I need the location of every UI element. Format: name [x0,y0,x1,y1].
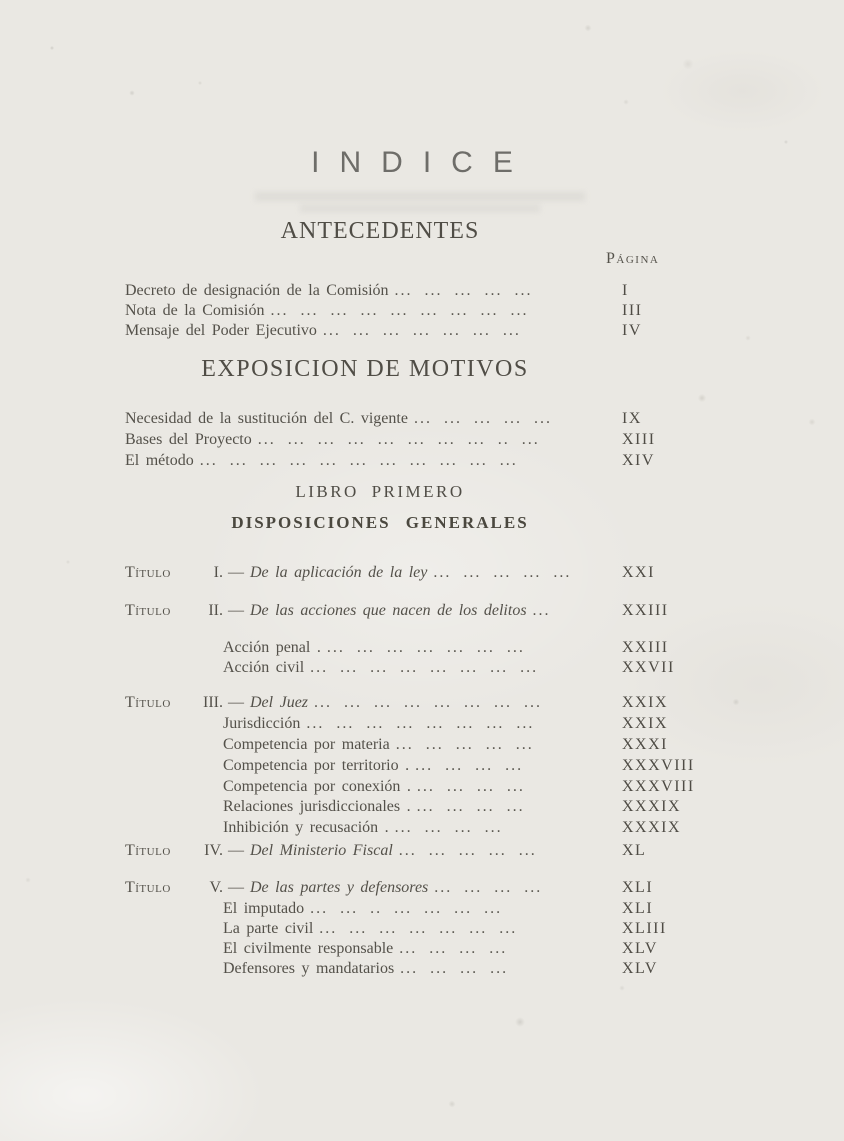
toc-entry [125,281,731,301]
toc-page-number: XXXI [622,736,668,753]
toc-sub-entry [125,735,829,755]
toc-leader-dots: ... ... ... ... ... ... ... ... ... ... ... [199,452,518,469]
titulo-dash: — [228,842,244,859]
titulo-title: De las acciones que nacen de los delitos [250,602,527,619]
titulo-row [125,563,731,583]
titulo-row [125,841,731,861]
toc-page-number: XXI [622,564,655,581]
toc-sub-entry [125,658,829,678]
toc-leader-dots: ... [532,602,551,619]
titulo-title: Del Juez [250,694,309,711]
titulo-dash: — [228,602,244,619]
titulo-dash: — [228,564,244,581]
toc-sub-entry [125,939,829,959]
toc-page-number: XLV [622,940,658,957]
toc-page-number: XXXIX [622,819,682,836]
titulo-numeral: IV. [204,842,223,859]
toc-entry-label: Bases del Proyecto [125,431,252,448]
toc-sub-entry [125,714,829,734]
toc-entry-label: Defensores y mandatarios [223,960,395,977]
toc-leader-dots: ... ... ... ... [434,879,543,896]
toc-entry-label: Jurisdicción [223,715,301,732]
toc-page-number: XIV [622,452,655,469]
toc-leader-dots: ... ... ... ... [416,798,525,815]
toc-page-number: XLI [622,900,654,917]
toc-page-number: XXXVIII [622,757,695,774]
toc-entry-label: Competencia por territorio . [223,757,410,774]
bleedthrough-smudge [300,205,540,212]
titulo-prefix: Título [125,564,171,581]
toc-sub-entry [125,756,829,776]
toc-entry [125,409,731,429]
toc-page-number: XLI [622,879,654,896]
toc-page-number: XXXIX [622,798,682,815]
titulo-prefix: Título [125,602,171,619]
toc-leader-dots: ... ... ... ... ... ... ... ... .. ... [257,431,540,448]
titulo-numeral: II. [208,602,223,619]
toc-entry-label: La parte civil [223,920,314,937]
libro-primero-heading: LIBRO PRIMERO [295,482,465,501]
toc-entry-label: Mensaje del Poder Ejecutivo [125,322,317,339]
titulo-title: De la aplicación de la ley [250,564,428,581]
titulo-title: De las partes y defensores [250,879,429,896]
toc-entry [125,430,731,450]
toc-entry-label: Relaciones jurisdiccionales . [223,798,411,815]
toc-leader-dots: ... ... ... ... [400,960,509,977]
toc-leader-dots: ... ... ... ... ... [413,410,552,427]
toc-page-number: XXVII [622,659,675,676]
titulo-prefix: Título [125,879,171,896]
toc-entry-label: Inhibición y recusación . [223,819,389,836]
toc-page-number: XIII [622,431,656,448]
toc-entry-label: Acción civil [223,659,305,676]
toc-leader-dots: ... ... ... ... ... ... ... ... [310,659,539,676]
toc-page-number: IV [622,322,642,339]
toc-sub-entry [125,899,829,919]
titulo-title: Del Ministerio Fiscal [250,842,393,859]
toc-entry-label: El método [125,452,194,469]
toc-entry [125,451,731,471]
toc-leader-dots: ... ... ... ... ... [394,282,533,299]
toc-page-number: XXIII [622,639,669,656]
toc-entry-label: Acción penal . [223,639,321,656]
toc-entry [125,301,731,321]
toc-entry-label: El civilmente responsable [223,940,394,957]
titulo-numeral: I. [213,564,223,581]
toc-leader-dots: ... ... ... ... ... [398,842,537,859]
toc-leader-dots: ... ... ... ... [416,778,525,795]
exposicion-heading: EXPOSICION DE MOTIVOS [201,356,529,382]
toc-leader-dots: ... ... ... ... [394,819,503,836]
titulo-numeral: III. [203,694,223,711]
toc-leader-dots: ... ... ... ... [399,940,508,957]
toc-leader-dots: ... ... ... ... ... ... ... [319,920,518,937]
titulo-prefix: Título [125,842,171,859]
toc-page-number: IX [622,410,642,427]
toc-page-number: XL [622,842,647,859]
disposiciones-generales-heading: DISPOSICIONES GENERALES [231,513,529,532]
bleedthrough-smudge [255,192,585,201]
toc-page-number: XLV [622,960,658,977]
toc-entry-label: El imputado [223,900,305,917]
antecedentes-heading: ANTECEDENTES [280,218,480,244]
titulo-row [125,878,731,898]
toc-leader-dots: ... ... ... ... ... [433,564,572,581]
titulo-row [125,601,731,621]
toc-sub-entry [125,638,829,658]
toc-leader-dots: ... ... ... ... ... [395,736,534,753]
page-column-label: Página [606,250,660,267]
toc-leader-dots: ... ... ... ... ... ... ... ... ... [270,302,529,319]
titulo-numeral: V. [209,879,223,896]
toc-sub-entry [125,777,829,797]
toc-sub-entry [125,919,829,939]
toc-page-number: XXIX [622,715,668,732]
toc-leader-dots: ... ... ... ... ... ... ... [326,639,525,656]
toc-page-number: III [622,302,643,319]
toc-page-number: XXXVIII [622,778,695,795]
toc-sub-entry [125,818,829,838]
toc-page-number: XXIX [622,694,668,711]
toc-page-number: XXIII [622,602,669,619]
toc-leader-dots: ... ... ... ... ... ... ... [322,322,521,339]
titulo-row [125,693,731,713]
titulo-dash: — [228,879,244,896]
titulo-dash: — [228,694,244,711]
toc-page-number: I [622,282,629,299]
toc-leader-dots: ... ... ... ... [415,757,524,774]
toc-page-number: XLIII [622,920,667,937]
toc-leader-dots: ... ... ... ... ... ... ... ... [314,694,543,711]
titulo-prefix: Título [125,694,171,711]
toc-entry [125,321,731,341]
toc-entry-label: Nota de la Comisión [125,302,265,319]
page-title: INDICE [311,146,533,179]
toc-entry-label: Decreto de designación de la Comisión [125,282,389,299]
toc-sub-entry [125,797,829,817]
toc-entry-label: Necesidad de la sustitución del C. vigente [125,410,408,427]
toc-leader-dots: ... ... .. ... ... ... ... [310,900,503,917]
toc-entry-label: Competencia por conexión . [223,778,411,795]
toc-entry-label: Competencia por materia [223,736,390,753]
toc-leader-dots: ... ... ... ... ... ... ... ... [306,715,535,732]
toc-sub-entry [125,959,829,979]
